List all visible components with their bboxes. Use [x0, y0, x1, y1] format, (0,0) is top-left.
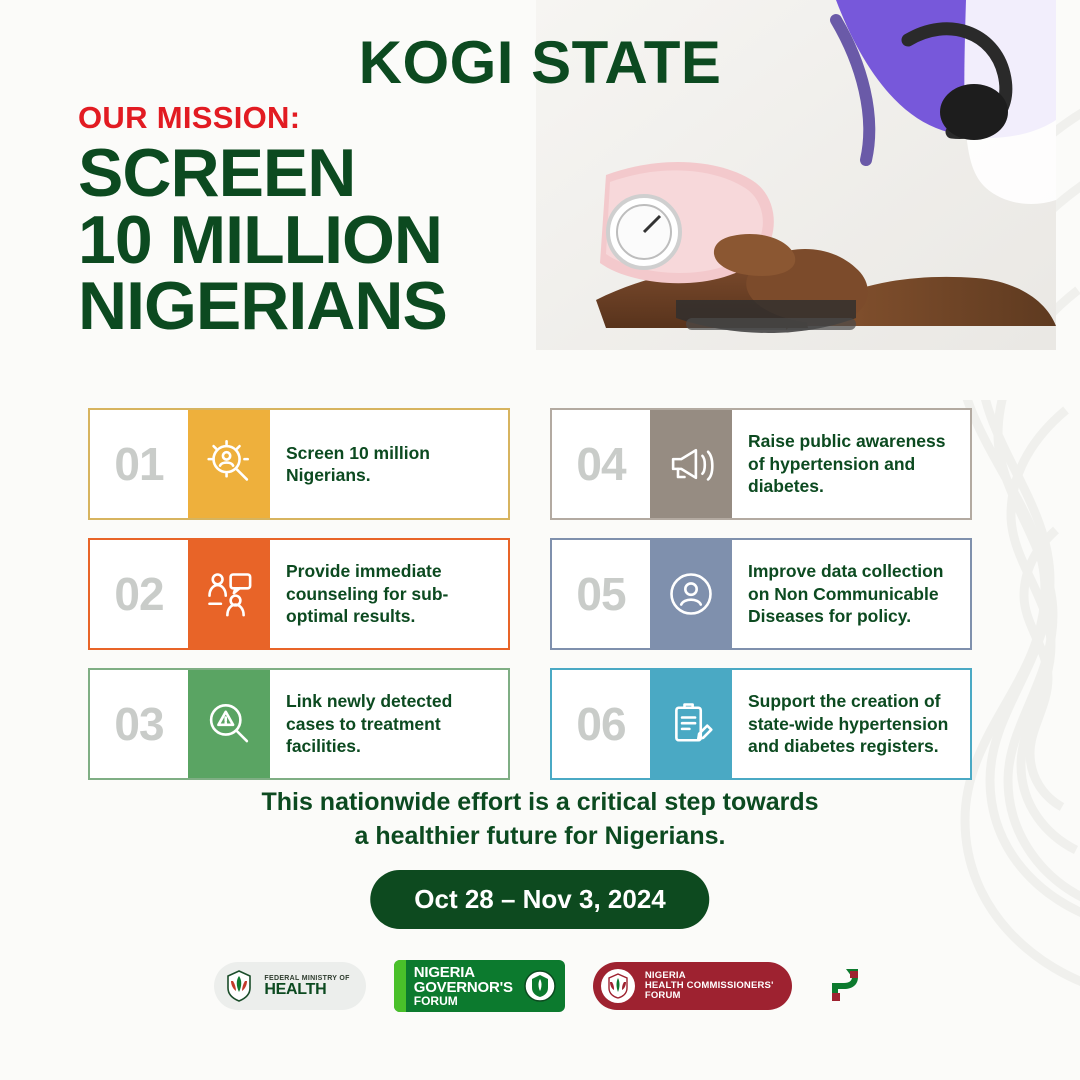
- logo-title: HEALTH: [264, 980, 327, 998]
- commissioners-seal-icon: [599, 967, 637, 1005]
- tagline-line-1: This nationwide effort is a critical step towards: [261, 788, 819, 816]
- nigeria-governors-forum-logo: [394, 960, 565, 1012]
- mission-line-3: NIGERIANS: [78, 268, 447, 345]
- magnifier-person-icon: [188, 410, 270, 518]
- mission-item-01: [88, 408, 510, 520]
- item-number: 04: [576, 438, 626, 490]
- logo-accent-bar: [394, 960, 406, 1012]
- item-text: Provide immediate counseling for sub-optimal results.: [286, 561, 449, 627]
- item-text: Improve data collection on Non Communicable Diseases for policy.: [748, 561, 944, 627]
- partner-mark-logo: [820, 963, 866, 1009]
- item-number: 01: [114, 438, 164, 490]
- mission-item-06: [550, 668, 972, 780]
- mission-item-02: [88, 538, 510, 650]
- item-number: 06: [576, 698, 626, 750]
- governors-seal-icon: [523, 969, 557, 1003]
- counseling-chat-icon: [188, 540, 270, 648]
- item-text: Screen 10 million Nigerians.: [286, 442, 430, 485]
- logo-line-2: GOVERNOR'S: [413, 979, 513, 996]
- user-circle-icon: [650, 540, 732, 648]
- logo-line-3: FORUM: [644, 990, 681, 1002]
- mission-headline: [78, 135, 447, 345]
- mission-label: OUR MISSION:: [78, 100, 301, 135]
- mission-block: [78, 100, 447, 345]
- mission-line-1: SCREEN: [78, 135, 356, 211]
- mission-items-grid: [88, 408, 972, 780]
- item-text: Raise public awareness of hypertension and diabetes.: [748, 431, 946, 497]
- mission-item-05: [550, 538, 972, 650]
- page-title: KOGI STATE: [358, 29, 722, 96]
- mission-line-2: 10 MILLION: [78, 201, 443, 278]
- tagline-line-2: a healthier future for Nigerians.: [354, 821, 726, 850]
- megaphone-icon: [650, 410, 732, 518]
- item-text: Link newly detected cases to treatment facilities.: [286, 691, 453, 757]
- nigeria-health-commissioners-forum-logo: [593, 962, 792, 1010]
- coat-of-arms-icon: [222, 969, 256, 1003]
- tagline: [0, 786, 1080, 854]
- mission-item-03: [88, 668, 510, 780]
- logo-line-1: NIGERIA: [644, 969, 686, 981]
- alert-magnifier-icon: [188, 670, 270, 778]
- date-badge: Oct 28 – Nov 3, 2024: [370, 870, 709, 929]
- partner-mark-icon: [820, 963, 866, 1009]
- clipboard-pen-icon: [650, 670, 732, 778]
- logo-line-1: NIGERIA: [413, 964, 475, 981]
- item-number: 05: [576, 568, 626, 620]
- logo-line-3: FORUM: [413, 994, 458, 1008]
- partner-logos: [0, 960, 1080, 1012]
- logo-subtitle: FEDERAL MINISTRY OF: [264, 974, 350, 982]
- logo-line-2: HEALTH COMMISSIONERS': [644, 979, 774, 991]
- item-number: 02: [114, 568, 164, 620]
- item-text: Support the creation of state-wide hypertension and diabetes registers.: [748, 691, 949, 757]
- item-number: 03: [114, 698, 164, 750]
- federal-ministry-of-health-logo: [214, 962, 365, 1010]
- mission-item-04: [550, 408, 972, 520]
